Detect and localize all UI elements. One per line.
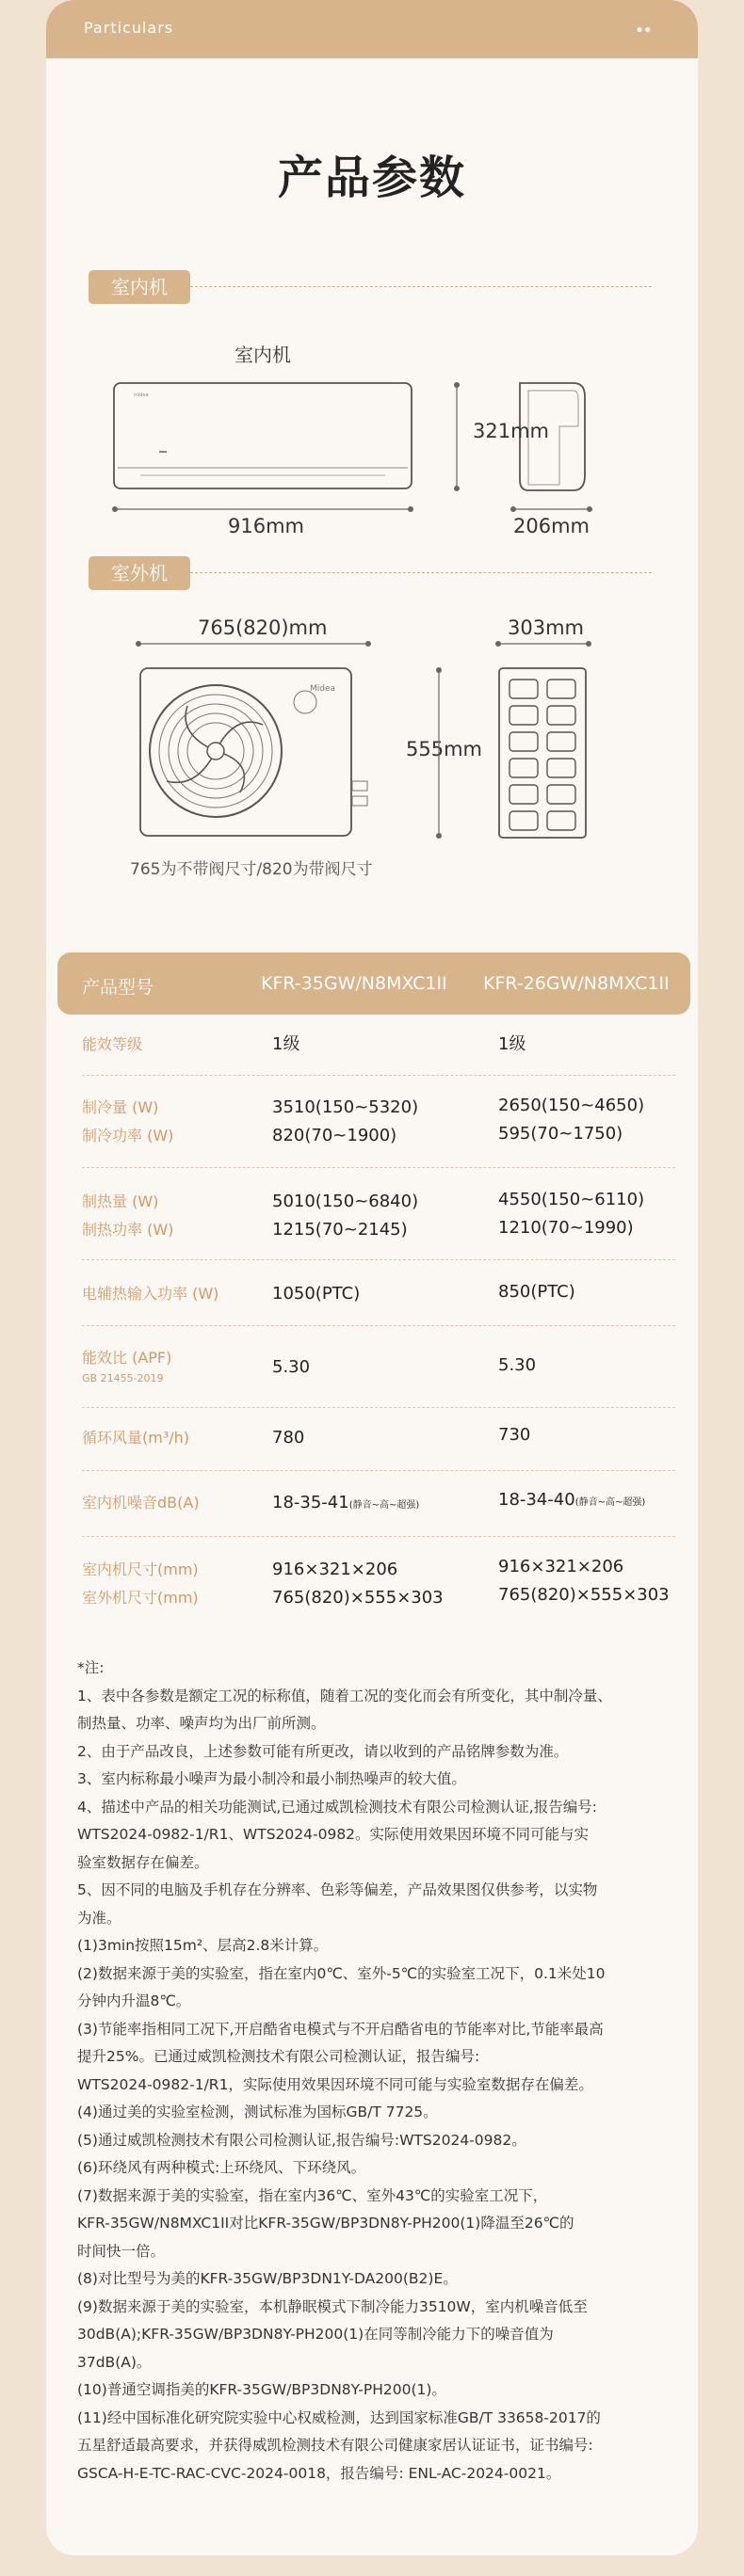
note-line: 4、描述中产品的相关功能测试,已通过威凯检测技术有限公司检测认证,报告编号: (77, 1798, 597, 1816)
row-divider (82, 1259, 675, 1260)
note-line: 提升25%。已通过威凯检测技术有限公司检测认证，报告编号: (77, 2048, 480, 2065)
row-value-35: 916×321×206 765(820)×555×303 (272, 1560, 444, 1608)
note-line: 30dB(A);KFR-35GW/BP3DN8Y-PH200(1)在同等制冷能力下的噪音值为 (77, 2326, 554, 2343)
brand-mark: Midea (310, 684, 336, 694)
row-value-35: 1050(PTC) (272, 1284, 361, 1304)
indoor-height-label: 321mm (473, 420, 549, 442)
row-divider (82, 1470, 675, 1471)
indoor-unit-drawing (46, 372, 698, 560)
row-value-26: 18-34-40(静音~高~超强) (498, 1490, 646, 1510)
note-line: WTS2024-0982-1/R1，实际使用效果因环境不同可能与实验室数据存在偏差。 (77, 2075, 593, 2093)
note-line: GSCA-H-E-TC-RAC-CVC-2024-0018，报告编号: ENL-AC-2024-0021。 (77, 2464, 561, 2482)
row-key: 循环风量(m³/h) (82, 1429, 190, 1447)
outdoor-depth-label: 303mm (508, 616, 584, 639)
indoor-width-label: 916mm (228, 515, 304, 537)
note-line: *注: (77, 1659, 105, 1676)
outdoor-tag: 室外机 (89, 556, 190, 590)
note-line: (1)3min按照15m²、层高2.8米计算。 (77, 1937, 329, 1954)
row-divider (82, 1167, 675, 1168)
note-line: 为准。 (77, 1909, 121, 1927)
table-header (57, 952, 690, 1015)
note-line: 制热量、功率、噪声均为出厂前所测。 (77, 1715, 326, 1732)
note-line: 5、因不同的电脑及手机存在分辨率、色彩等偏差，产品效果图仅供参考，以实物 (77, 1881, 598, 1898)
row-key: 室内机噪音dB(A) (82, 1494, 200, 1512)
indoor-tag: 室内机 (89, 270, 190, 304)
note-line: KFR-35GW/N8MXC1II对比KFR-35GW/BP3DN8Y-PH200(1)降温至26℃的 (77, 2215, 574, 2232)
particulars-card (46, 0, 698, 2555)
page-title: 产品参数 (277, 152, 466, 204)
note-line: 验室数据存在偏差。 (77, 1853, 209, 1871)
row-key: 制冷量 (W) 制冷功率 (W) (82, 1098, 174, 1144)
row-divider (82, 1407, 675, 1408)
note-line: (8)对比型号为美的KFR-35GW/BP3DN1Y-DA200(B2)E。 (77, 2270, 458, 2287)
note-line: (11)经中国标准化研究院实验中心权威检测，达到国家标准GB/T 33658-2017的 (77, 2408, 601, 2426)
row-value-35: 5.30 (272, 1357, 311, 1377)
row-value-35: 1级 (272, 1034, 300, 1054)
row-value-26: 1级 (498, 1034, 526, 1054)
note-line: 分钟内升温8℃。 (77, 1992, 191, 2009)
note-line: 2、由于产品改良，上述参数可能有所更改，请以收到的产品铭牌参数为准。 (77, 1742, 569, 1760)
menu-dots-icon: •• (634, 21, 651, 40)
note-line: (2)数据来源于美的实验室，指在室内0℃、室外-5℃的实验室工况下，0.1米处10 (77, 1964, 606, 1982)
row-divider (82, 1536, 675, 1537)
footnotes (77, 1655, 671, 2488)
row-value-26: 4550(150~6110) 1210(70~1990) (498, 1190, 645, 1238)
row-value-35: 780 (272, 1428, 305, 1448)
note-line: 1、表中各参数是额定工况的标称值，随着工况的变化而会有所变化，其中制冷量、 (77, 1687, 612, 1704)
indoor-depth-label: 206mm (513, 515, 590, 537)
note-line: (3)节能率指相同工况下,开启酷省电模式与不开启酷省电的节能率对比,节能率最高 (77, 2020, 604, 2038)
note-line: 五星舒适最高要求，并获得威凯检测技术有限公司健康家居认证证书，证书编号: (77, 2437, 593, 2454)
outdoor-unit-drawing (46, 631, 698, 856)
row-value-26: 850(PTC) (498, 1282, 575, 1302)
note-line: (5)通过威凯检测技术有限公司检测认证,报告编号:WTS2024-0982。 (77, 2131, 526, 2149)
row-value-26: 2650(150~4650) 595(70~1750) (498, 1096, 645, 1144)
row-divider (82, 1325, 675, 1326)
header-model: 产品型号 (82, 977, 154, 998)
row-key: 能效比 (APF) GB 21455-2019 (82, 1349, 172, 1384)
header-model-26: KFR-26GW/N8MXC1II (483, 973, 670, 994)
svg-text:midea: midea (134, 392, 149, 398)
row-value-26: 916×321×206 765(820)×555×303 (498, 1557, 670, 1605)
indoor-caption: 室内机 (235, 344, 291, 366)
outdoor-size-note: 765为不带阀尺寸/820为带阀尺寸 (130, 860, 373, 879)
row-value-35: 3510(150~5320) 820(70~1900) (272, 1097, 419, 1145)
note-line: (6)环绕风有两种模式:上环绕风、下环绕风。 (77, 2159, 366, 2176)
row-value-26: 5.30 (498, 1355, 537, 1375)
note-line: (9)数据来源于美的实验室，本机静眠模式下制冷能力3510W，室内机噪音低至 (77, 2297, 588, 2315)
row-key: 室内机尺寸(mm) 室外机尺寸(mm) (82, 1560, 199, 1607)
note-line: 3、室内标称最小噪声为最小制冷和最小制热噪声的较大值。 (77, 1770, 466, 1787)
outdoor-width-label: 765(820)mm (198, 616, 328, 639)
row-key: 制热量 (W) 制热功率 (W) (82, 1192, 174, 1239)
header-model-35: KFR-35GW/N8MXC1II (261, 973, 447, 994)
note-line: 时间快一倍。 (77, 2242, 166, 2260)
note-line: 37dB(A)。 (77, 2353, 152, 2371)
note-line: (4)通过美的实验室检测，测试标准为国标GB/T 7725。 (77, 2104, 438, 2120)
row-value-35: 5010(150~6840) 1215(70~2145) (272, 1192, 419, 1240)
note-line: (7)数据来源于美的实验室，指在室内36℃、室外43℃的实验室工况下， (77, 2186, 548, 2204)
section-label: Particulars (84, 19, 174, 37)
row-key: 电辅热输入功率 (W) (82, 1285, 219, 1303)
row-value-35: 18-35-41(静音~高~超强) (272, 1493, 420, 1512)
note-line: (10)普通空调指美的KFR-35GW/BP3DN8Y-PH200(1)。 (77, 2381, 446, 2398)
row-key: 能效等级 (82, 1035, 143, 1053)
outdoor-height-label: 555mm (406, 738, 482, 760)
row-divider (82, 1075, 675, 1076)
row-value-26: 730 (498, 1425, 531, 1445)
section-header (46, 0, 698, 58)
note-line: WTS2024-0982-1/R1、WTS2024-0982。实际使用效果因环境不同可能与实 (77, 1826, 590, 1843)
